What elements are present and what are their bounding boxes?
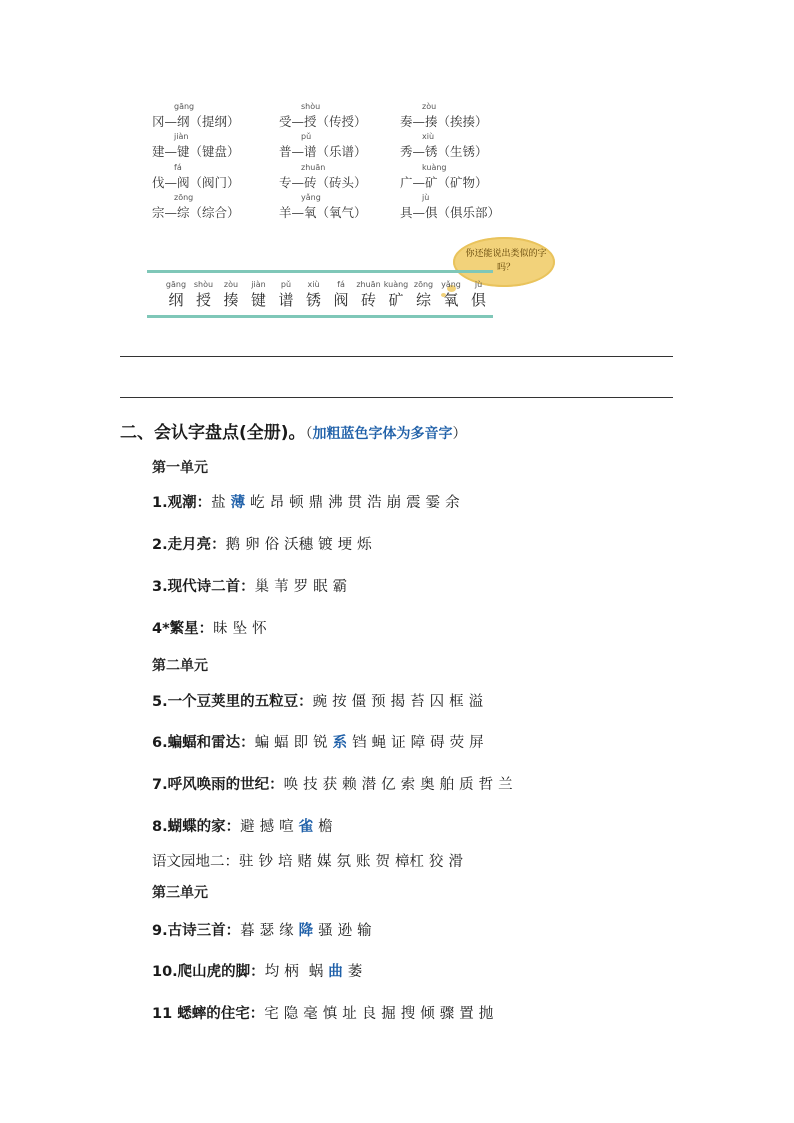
strip-pinyin: zòu (223, 280, 239, 289)
recognized-char: 镀 (318, 537, 333, 553)
recognized-char: 赌 (297, 854, 312, 870)
lesson-line (152, 690, 488, 711)
char-pair (400, 102, 488, 130)
recognized-char: 昧 (213, 621, 228, 637)
char-pair-text: 广—矿（矿物） (400, 175, 488, 190)
strip-pinyin: shòu (193, 280, 214, 289)
recognized-char: 技 (303, 777, 318, 793)
recognized-char: 萎 (347, 964, 363, 980)
recognized-char: 霸 (332, 579, 348, 595)
recognized-char: 暮 (240, 923, 255, 939)
recognized-char: 证 (391, 735, 406, 751)
recognized-char: 哲 (478, 777, 494, 793)
recognized-char: 滑 (448, 854, 463, 870)
recognized-char: 框 (449, 694, 464, 710)
strip-pinyin: gāng (165, 280, 187, 289)
recognized-char: 怀 (252, 621, 267, 637)
recognized-char: 雀 (298, 819, 314, 835)
recognized-char: 驻 (239, 854, 254, 870)
char-pair (152, 102, 240, 130)
recognized-char: 屏 (469, 735, 484, 751)
lesson-chars (240, 923, 377, 939)
strip-character: 俱 (470, 291, 486, 309)
heading-paren-close: ） (452, 426, 467, 442)
lesson-line (152, 617, 272, 638)
lesson-line (152, 575, 352, 596)
strip-char (464, 280, 494, 310)
recognized-char: 檐 (318, 819, 333, 835)
recognized-char: 蜗 (308, 964, 324, 980)
pinyin: xiù (422, 132, 435, 141)
recognized-char: 浩 (367, 495, 382, 511)
strip-character: 综 (415, 291, 431, 309)
recognized-char: 瑟 (259, 923, 275, 939)
recognized-char: 蝙 (254, 735, 270, 751)
lesson-label: 11 蟋蟀的住宅： (152, 1006, 265, 1022)
lesson-chars (265, 964, 368, 980)
recognized-char: 毫 (303, 1006, 318, 1022)
recognized-char: 苔 (410, 694, 425, 710)
strip-pinyin: fá (337, 280, 345, 289)
lesson-chars (255, 735, 489, 751)
recognized-char: 薄 (230, 495, 246, 511)
char-pair-text: 秀—锈（生锈） (400, 144, 488, 159)
pinyin: pǔ (301, 132, 312, 141)
lesson-line (152, 960, 367, 981)
lesson-label: 6.蝙蝠和雷达： (152, 735, 255, 751)
char-pair-text: 专—砖（砖头） (279, 175, 367, 190)
strip-char (354, 280, 384, 310)
recognized-char: 预 (371, 694, 386, 710)
lesson-line (152, 850, 468, 871)
lesson-line (152, 815, 338, 836)
recognized-char: 余 (445, 495, 460, 511)
recognized-char: 索 (400, 777, 416, 793)
char-pair (152, 163, 240, 191)
char-pair (400, 163, 488, 191)
strip-character: 矿 (388, 291, 404, 309)
recognized-char: 崩 (386, 495, 402, 511)
recognized-char: 荧 (449, 735, 465, 751)
strip-pinyin: jiàn (251, 280, 266, 289)
recognized-char: 输 (357, 923, 372, 939)
char-pair (279, 163, 367, 191)
recognized-char: 俗 (264, 537, 280, 553)
recognized-char: 僵 (351, 694, 367, 710)
recognized-char: 曲 (328, 964, 343, 980)
heading-paren-open: （ (305, 426, 313, 442)
lesson-chars (313, 694, 489, 710)
recognized-char: 撼 (259, 819, 275, 835)
recognized-char: 账 (356, 854, 371, 870)
recognized-char: 顿 (289, 495, 304, 511)
recognized-char: 倾 (420, 1006, 435, 1022)
pinyin: kuàng (422, 163, 447, 172)
recognized-char: 骤 (439, 1006, 455, 1022)
recognized-char: 屹 (250, 495, 265, 511)
char-pair (152, 132, 240, 160)
recognized-char: 钞 (258, 854, 273, 870)
strip-character: 谱 (278, 291, 294, 309)
recognized-char: 赖 (342, 777, 357, 793)
strip-pinyin: xiù (307, 280, 320, 289)
recognized-char: 樟杠 (395, 854, 424, 870)
strip-border-bottom (147, 315, 493, 318)
pinyin: yǎng (301, 193, 321, 202)
recognized-char: 抛 (478, 1006, 494, 1022)
recognized-char: 卵 (245, 537, 260, 553)
lesson-chars (226, 537, 377, 553)
recognized-char: 缘 (279, 923, 294, 939)
strip-character: 键 (250, 291, 266, 309)
textbook-image (147, 95, 557, 325)
recognized-char: 烁 (357, 537, 372, 553)
lesson-line (152, 773, 518, 794)
recognized-char: 眠 (313, 579, 328, 595)
recognized-char: 隐 (283, 1006, 299, 1022)
pinyin: shòu (301, 102, 321, 111)
lesson-line (152, 533, 377, 554)
recognized-char: 培 (278, 854, 293, 870)
recognized-char: 巢 (254, 579, 270, 595)
recognized-char: 坠 (232, 621, 248, 637)
lesson-label: 8.蝴蝶的家： (152, 819, 241, 835)
recognized-char: 罗 (293, 579, 309, 595)
bubble-text: 你还能说出类似的字吗？ (465, 249, 547, 273)
char-pair (400, 193, 501, 221)
char-pair-text: 奏—揍（挨揍） (400, 114, 488, 129)
strip-character: 纲 (168, 291, 184, 309)
heading-title: 二、会认字盘点(全册)。 (120, 423, 306, 443)
char-pair (279, 102, 367, 130)
polyphone-note: 加粗蓝色字体为多音字 (312, 426, 453, 442)
pinyin: jiàn (174, 132, 189, 141)
char-pair-text: 羊—氧（氧气） (279, 205, 367, 220)
recognized-char: 慎 (322, 1006, 338, 1022)
recognized-char: 柄 (284, 964, 299, 980)
recognized-char: 溢 (468, 694, 484, 710)
recognized-char: 沸 (328, 495, 343, 511)
pinyin-char-strip (161, 280, 491, 316)
recognized-char: 铛 (352, 735, 367, 751)
writing-line (120, 397, 673, 398)
recognized-char: 良 (361, 1006, 377, 1022)
recognized-char: 获 (322, 777, 338, 793)
lesson-label: 10.爬山虎的脚： (152, 964, 265, 980)
char-pair-text: 建—键（键盘） (152, 144, 240, 159)
recognized-char: 降 (298, 923, 314, 939)
recognized-char: 狡 (429, 854, 444, 870)
recognized-char: 沃穗 (284, 537, 314, 553)
recognized-char: 置 (459, 1006, 474, 1022)
lesson-label: 9.古诗三首： (152, 923, 241, 939)
lesson-label: 语文园地二： (152, 854, 239, 870)
recognized-char: 揭 (390, 694, 406, 710)
recognized-char: 蝇 (371, 735, 387, 751)
recognized-char: 鼎 (308, 495, 324, 511)
section-heading (120, 418, 467, 443)
lesson-chars (255, 579, 353, 595)
recognized-char: 贺 (375, 854, 390, 870)
lesson-chars (284, 777, 518, 793)
recognized-char: 掘 (381, 1006, 396, 1022)
char-pair (279, 193, 367, 221)
recognized-char: 鹅 (225, 537, 241, 553)
strip-pinyin: zhuān (356, 280, 381, 289)
recognized-char: 喧 (279, 819, 294, 835)
recognized-char: 骚 (318, 923, 333, 939)
strip-char (244, 280, 274, 310)
lesson-label: 5.一个豆荚里的五粒豆： (152, 694, 313, 710)
strip-border-top (147, 270, 493, 273)
pinyin: fá (174, 163, 182, 172)
strip-char (436, 280, 466, 310)
strip-pinyin: kuàng (383, 280, 409, 289)
strip-char (161, 280, 191, 310)
recognized-char: 霎 (425, 495, 441, 511)
strip-character: 砖 (360, 291, 376, 309)
strip-character: 锈 (305, 291, 321, 309)
recognized-char: 蝠 (274, 735, 289, 751)
recognized-char: 氛 (336, 854, 351, 870)
lesson-label: 4*繁星： (152, 621, 214, 637)
recognized-char: 均 (264, 964, 280, 980)
char-pair-text: 普—谱（乐谱） (279, 144, 367, 159)
char-pair-text: 伐—阀（阀门） (152, 175, 240, 190)
lesson-label: 1.观潮： (152, 495, 212, 511)
pinyin: jù (422, 193, 430, 202)
strip-char (326, 280, 356, 310)
recognized-char: 锐 (313, 735, 328, 751)
recognized-char: 盐 (211, 495, 226, 511)
lesson-label: 2.走月亮： (152, 537, 226, 553)
strip-character: 授 (195, 291, 211, 309)
lesson-chars (213, 621, 272, 637)
lesson-line (152, 919, 377, 940)
strip-character: 揍 (223, 291, 239, 309)
writing-line (120, 356, 673, 357)
recognized-char: 系 (332, 735, 348, 751)
strip-char (189, 280, 219, 310)
lesson-line (152, 491, 465, 512)
recognized-char: 址 (342, 1006, 357, 1022)
recognized-char: 宅 (264, 1006, 279, 1022)
strip-char (381, 280, 411, 310)
recognized-char: 震 (406, 495, 421, 511)
recognized-char: 按 (332, 694, 347, 710)
pinyin: zòu (422, 102, 437, 111)
recognized-char: 搜 (400, 1006, 416, 1022)
recognized-char: 兰 (498, 777, 513, 793)
pinyin: zōng (174, 193, 194, 202)
unit-heading: 第三单元 (152, 885, 208, 901)
pinyin: gāng (174, 102, 195, 111)
char-pair (279, 132, 367, 160)
strip-char (409, 280, 439, 310)
strip-character: 氧 (443, 291, 459, 309)
recognized-char: 苇 (274, 579, 289, 595)
unit-heading: 第一单元 (152, 460, 208, 476)
strip-char (299, 280, 329, 310)
char-pair-text: 冈—纲（提纲） (152, 114, 240, 129)
char-pair-text: 具—俱（俱乐部） (400, 205, 501, 220)
recognized-char: 碍 (430, 735, 445, 751)
char-pair-text: 宗—综（综合） (152, 205, 240, 220)
recognized-char: 即 (293, 735, 309, 751)
recognized-char: 埂 (337, 537, 353, 553)
lesson-chars (240, 819, 338, 835)
unit-heading: 第二单元 (152, 658, 208, 674)
recognized-char: 潜 (361, 777, 377, 793)
recognized-char: 唤 (283, 777, 299, 793)
lesson-label: 7.呼风唤雨的世纪： (152, 777, 284, 793)
recognized-char: 避 (240, 819, 255, 835)
recognized-char: 逊 (337, 923, 353, 939)
char-pair-text: 受—授（传授） (279, 114, 367, 129)
recognized-char: 贯 (347, 495, 363, 511)
recognized-char: 媒 (317, 854, 332, 870)
pinyin: zhuān (301, 163, 326, 172)
char-pair (400, 132, 488, 160)
lesson-chars (239, 854, 468, 870)
recognized-char: 障 (410, 735, 426, 751)
recognized-char: 质 (459, 777, 474, 793)
recognized-char: 奥 (420, 777, 435, 793)
strip-char (216, 280, 246, 310)
lesson-label: 3.现代诗二首： (152, 579, 255, 595)
strip-char (271, 280, 301, 310)
strip-character: 阀 (333, 291, 349, 309)
recognized-char: 舶 (439, 777, 455, 793)
recognized-char: 亿 (381, 777, 396, 793)
strip-pinyin: zōng (413, 280, 434, 289)
strip-pinyin: yǎng (441, 280, 461, 289)
recognized-char: 昂 (269, 495, 285, 511)
lesson-line (152, 731, 489, 752)
recognized-char: 囚 (429, 694, 445, 710)
lesson-chars (211, 495, 465, 511)
strip-pinyin: pǔ (280, 280, 292, 289)
recognized-char: 豌 (312, 694, 328, 710)
lesson-line (152, 1002, 498, 1023)
char-pair (152, 193, 240, 221)
lesson-chars (264, 1006, 498, 1022)
strip-pinyin: jù (474, 280, 483, 289)
